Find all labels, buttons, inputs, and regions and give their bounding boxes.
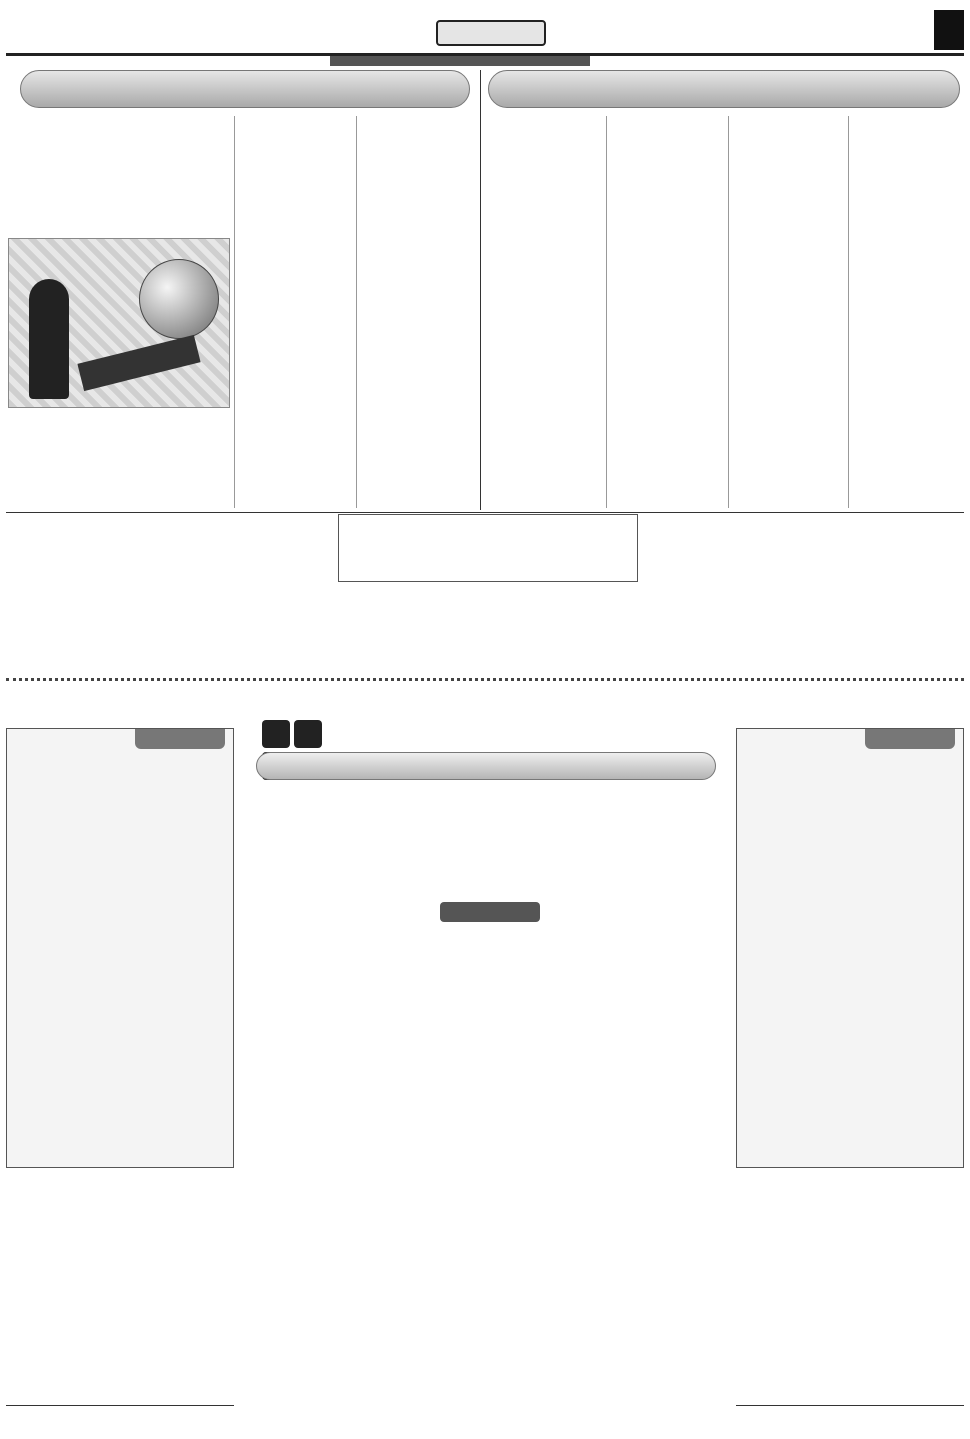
right-article [488, 116, 964, 508]
crossword-title [256, 752, 716, 780]
article-column [854, 116, 964, 508]
footer-rule [6, 1405, 234, 1406]
solution-grid-special [8, 1202, 228, 1392]
article-column [612, 116, 724, 508]
special-clues-title [135, 729, 225, 749]
column-divider [356, 116, 357, 508]
footer-rule [736, 1405, 964, 1406]
article-column [8, 116, 230, 231]
strip-center-text [338, 586, 638, 672]
logo-letter [294, 720, 322, 748]
person-silhouette [29, 279, 69, 399]
solution-grid-normal [740, 1202, 960, 1392]
column-divider [234, 116, 235, 508]
strip-divider [6, 512, 964, 513]
column-divider [606, 116, 607, 508]
crossword-number [440, 902, 540, 922]
article-column [362, 116, 474, 508]
strip-center-titlebox [338, 514, 638, 582]
normal-clues-title [865, 729, 955, 749]
grid-row-numbers [702, 950, 728, 1380]
article-photo [8, 238, 230, 408]
logo-letter [262, 720, 290, 748]
grid-column-numbers [237, 930, 699, 948]
masthead [6, 6, 964, 56]
normal-down-clues [737, 763, 963, 767]
globe-image [139, 259, 219, 339]
crossword-grid[interactable] [237, 950, 699, 1380]
photo-sign [77, 335, 200, 391]
article-divider [480, 70, 481, 510]
column-divider [848, 116, 849, 508]
article-column [492, 116, 602, 508]
special-down-clues [7, 763, 233, 767]
headline-right [488, 70, 960, 108]
normal-clues-box [736, 728, 964, 1168]
special-clues-box [6, 728, 234, 1168]
strip-left-text [8, 544, 326, 672]
section-title [436, 20, 546, 46]
headline-left [20, 70, 470, 108]
newspaper-logo [14, 10, 124, 50]
crossword-divider [6, 678, 964, 681]
article-column [240, 116, 352, 508]
tagline [330, 56, 590, 66]
column-divider [728, 116, 729, 508]
page-number [934, 10, 964, 50]
strip-right-text [650, 518, 964, 672]
article-column [734, 116, 844, 508]
